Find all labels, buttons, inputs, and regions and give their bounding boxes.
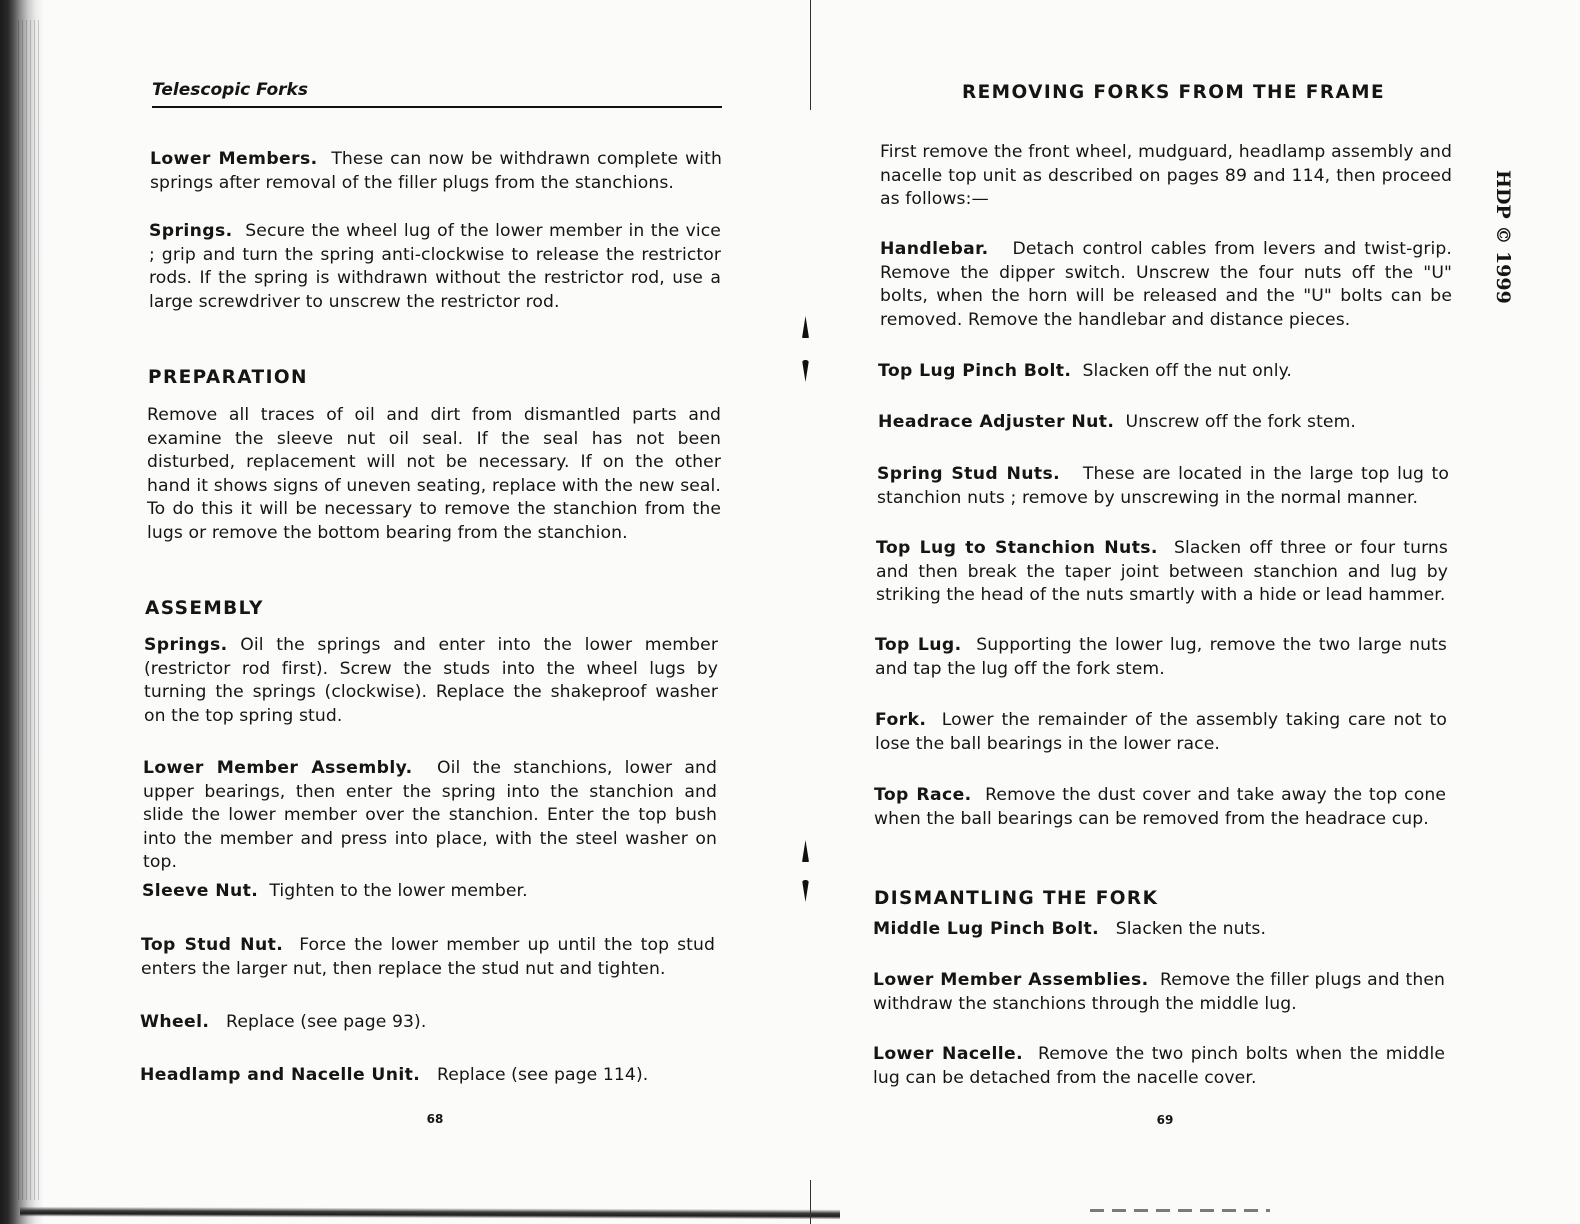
section-text: These are located in the large top lug to stanchion nuts ; remove by unscrewing in the normal manner. <box>877 464 1449 508</box>
section-text: Force the lower member up until the top stud enters the larger nut, then replace the stud nut and tighten. <box>141 935 715 979</box>
assembly-heading: ASSEMBLY <box>145 598 264 619</box>
gutter-line-top <box>810 0 811 110</box>
preparation-heading: PREPARATION <box>148 367 308 388</box>
section-text: Remove the two pinch bolts when the middle lug can be detached from the nacelle cover. <box>873 1044 1445 1088</box>
section-title: Handlebar. <box>880 239 989 259</box>
section-title: Top Lug to Stanchion Nuts. <box>876 538 1158 558</box>
dismantling-heading: DISMANTLING THE FORK <box>874 888 1159 909</box>
section-text: Slacken off the nut only. <box>1082 361 1292 381</box>
gutter-line-bottom <box>810 1180 811 1224</box>
section-text: Unscrew off the fork stem. <box>1125 412 1356 432</box>
left-page <box>140 0 730 1224</box>
assembly-top-stud-nut <box>141 934 715 981</box>
section-title: Top Lug. <box>875 635 962 655</box>
section-springs <box>149 220 721 314</box>
section-title: Wheel. <box>140 1012 210 1032</box>
item-headrace-adjuster <box>878 411 1450 435</box>
preparation-text: Remove all traces of oil and dirt from dismantled parts and examine the sleeve nut oil seal. If the seal has not been disturbed, replacement will not be necessary. If on the other hand it shows signs of uneven seating, replace with the new seal. To do this it will be necessary to remove the stanchion from the lugs or remove the bottom bearing from the stanchion. <box>147 405 721 543</box>
section-text: Slacken the nuts. <box>1115 919 1267 939</box>
item-middle-lug-pinch-bolt <box>873 918 1445 942</box>
section-text: Detach control cables from levers and twist-grip. Remove the dipper switch. Unscrew the four nuts off the "U" bolts, when the horn will be released and the "U" bolts can be removed. Remove the handlebar and distance pieces. <box>880 239 1452 330</box>
section-title: Spring Stud Nuts. <box>877 464 1061 484</box>
section-text: Oil the springs and enter into the lower member (restrictor rod first). Screw the studs into the wheel lugs by turning the springs (clockwise). Replace the shakeproof washer on the top spring stud. <box>144 635 718 726</box>
assembly-lower-member <box>143 757 717 875</box>
gutter-mark <box>802 880 809 902</box>
section-text: Remove the filler plugs and then withdraw the stanchions through the middle lug. <box>873 970 1445 1014</box>
item-lower-member-assemblies <box>873 969 1445 1016</box>
assembly-wheel <box>140 1011 714 1035</box>
item-fork <box>875 709 1447 756</box>
section-title: Headlamp and Nacelle Unit. <box>140 1065 421 1085</box>
section-title: Sleeve Nut. <box>142 881 259 901</box>
section-text: Slacken off three or four turns and then break the taper joint between stanchion and lug by striking the head of the nuts smartly with a hide or lead hammer. <box>876 538 1448 606</box>
gutter-mark <box>802 360 809 382</box>
intro-text: First remove the front wheel, mudguard, headlamp assembly and nacelle top unit as described on pages 89 and 114, then proceed as follows:— <box>880 142 1452 210</box>
section-text: Tighten to the lower member. <box>269 881 528 901</box>
section-title: Middle Lug Pinch Bolt. <box>873 919 1100 939</box>
section-title: Lower Members. <box>150 149 318 169</box>
section-text: Remove the dust cover and take away the top cone when the ball bearings can be removed from the headrace cup. <box>874 785 1446 829</box>
item-spring-stud-nuts <box>877 463 1449 510</box>
section-title: Springs. <box>144 635 228 655</box>
section-text: Replace (see page 114). <box>436 1065 649 1085</box>
item-top-race <box>874 784 1446 831</box>
section-title: Fork. <box>875 710 927 730</box>
side-copyright: HDP © 1999 <box>1492 170 1514 304</box>
right-page <box>872 0 1458 1224</box>
section-lower-members <box>150 148 722 195</box>
running-head: Telescopic Forks <box>152 80 722 108</box>
section-text: Supporting the lower lug, remove the two large nuts and tap the lug off the fork stem. <box>875 635 1447 679</box>
section-title: Lower Nacelle. <box>873 1044 1024 1064</box>
item-top-lug-pinch-bolt <box>878 360 1450 384</box>
gutter-mark <box>802 316 809 338</box>
assembly-headlamp <box>140 1064 714 1088</box>
item-lower-nacelle <box>873 1043 1445 1090</box>
section-title: Top Stud Nut. <box>141 935 284 955</box>
assembly-springs <box>144 634 718 728</box>
section-title: Springs. <box>149 221 233 241</box>
gutter-mark <box>802 840 809 862</box>
item-handlebar <box>880 238 1452 332</box>
section-text: Replace (see page 93). <box>226 1012 427 1032</box>
item-top-lug <box>875 634 1447 681</box>
section-title: Top Race. <box>874 785 972 805</box>
assembly-sleeve-nut <box>142 880 716 904</box>
page-number: 68 <box>426 1112 444 1126</box>
page-number: 69 <box>1156 1113 1174 1127</box>
section-title: Top Lug Pinch Bolt. <box>878 361 1072 381</box>
section-text: Lower the remainder of the assembly taking care not to lose the ball bearings in the lower race. <box>875 710 1447 754</box>
removing-heading: REMOVING FORKS FROM THE FRAME <box>962 82 1386 103</box>
page-edges <box>18 20 42 1200</box>
section-text: These can now be withdrawn complete with springs after removal of the filler plugs from the stanchions. <box>150 149 722 193</box>
section-title: Lower Member Assembly. <box>143 758 413 778</box>
section-title: Headrace Adjuster Nut. <box>878 412 1115 432</box>
item-top-lug-stanchion-nuts <box>876 537 1448 608</box>
section-text: Oil the stanchions, lower and upper bearings, then enter the spring into the stanchion and slide the lower member over the stanchion. Enter the top bush into the member and press into place, with the steel washer on top. <box>143 758 717 873</box>
section-text: Secure the wheel lug of the lower member in the vice ; grip and turn the spring anti-clockwise to release the restrictor rods. If the spring is withdrawn without the restrictor rod, use a large screwdriver to unscrew the restrictor rod. <box>149 221 721 312</box>
section-title: Lower Member Assemblies. <box>873 970 1149 990</box>
